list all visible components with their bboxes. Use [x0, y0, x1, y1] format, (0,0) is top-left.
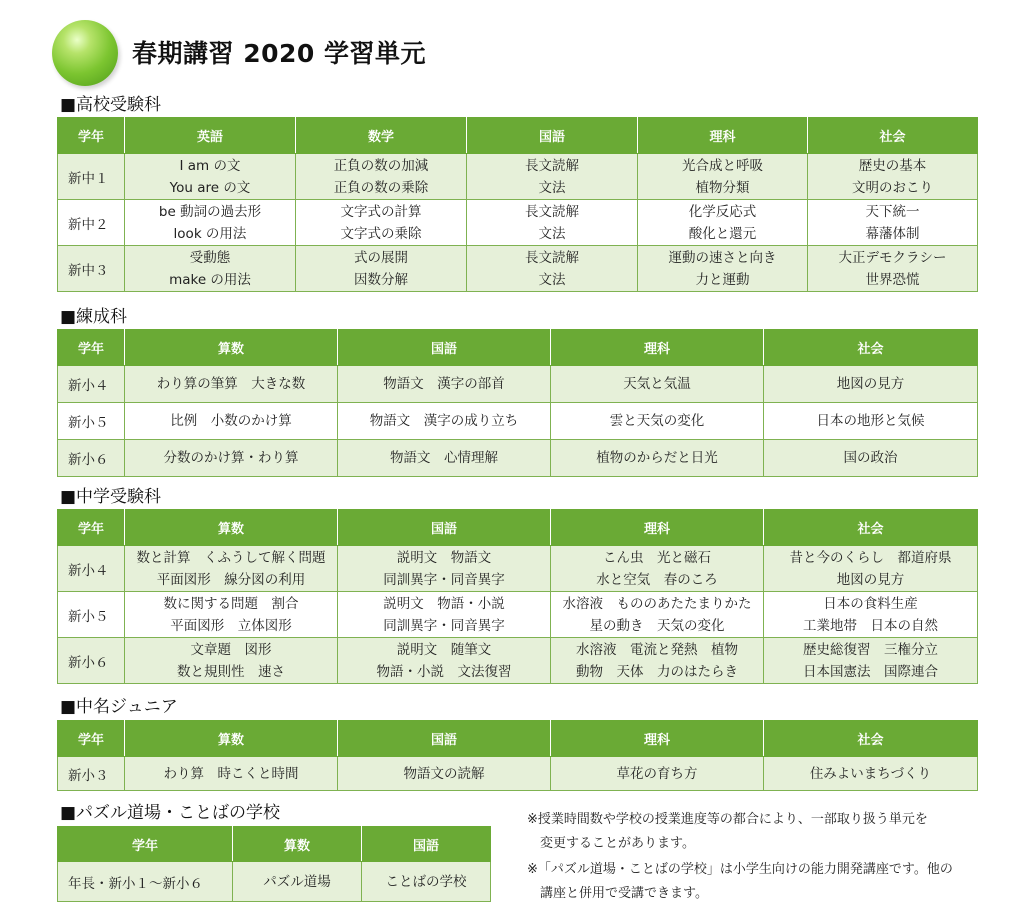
- column-header: 学年: [58, 510, 125, 546]
- grade-cell: 新小５: [58, 403, 125, 440]
- unit-text: 日本の地形と気候: [816, 413, 925, 429]
- column-header: 国語: [338, 510, 551, 546]
- grade-cell: 新中１: [58, 154, 125, 200]
- unit-cell: [125, 638, 338, 684]
- table-row: [58, 757, 978, 791]
- column-header: 学年: [58, 827, 233, 862]
- grade-cell: 年長・新小１～新小６: [58, 862, 233, 902]
- unit-text: 運動の速さと向き: [668, 249, 777, 266]
- column-header: 国語: [467, 118, 638, 154]
- unit-text: 数と計算 くふうして解く問題: [136, 549, 326, 566]
- unit-cell: [551, 638, 764, 684]
- section-heading-chumei: ■中名ジュニア: [60, 697, 178, 717]
- unit-cell: [125, 366, 338, 403]
- unit-cell: [125, 246, 296, 292]
- grade-cell: 新小６: [58, 440, 125, 477]
- unit-text: 日本の食料生産: [823, 595, 918, 612]
- unit-text: 国の政治: [843, 450, 898, 466]
- unit-cell: [125, 200, 296, 246]
- unit-cell: [233, 862, 362, 902]
- table-rensei: [57, 329, 978, 477]
- grade-cell: 新小６: [58, 638, 125, 684]
- column-header: 理科: [551, 510, 764, 546]
- section-heading-chugaku: ■中学受験科: [60, 487, 162, 507]
- unit-text: 長文読解: [525, 249, 579, 266]
- unit-text: 比例 小数のかけ算: [170, 413, 292, 429]
- unit-text: 雲と天気の変化: [609, 413, 705, 429]
- column-header: 英語: [125, 118, 296, 154]
- unit-cell: [764, 546, 978, 592]
- unit-text: 同訓異字・同音異字: [383, 571, 505, 588]
- section-heading-puzzle: ■パズル道場・ことばの学校: [60, 803, 281, 823]
- unit-text: I am の文: [179, 157, 241, 174]
- unit-cell: [764, 757, 978, 791]
- table-row: [58, 862, 491, 902]
- unit-text: 平面図形 立体図形: [170, 617, 292, 634]
- column-header: 学年: [58, 118, 125, 154]
- unit-text: 水溶液 もののあたたまりかた: [562, 595, 752, 612]
- unit-text: 植物のからだと日光: [596, 450, 718, 466]
- table-header-row: [58, 330, 978, 366]
- column-header: 国語: [338, 721, 551, 757]
- unit-cell: [467, 246, 638, 292]
- table-chumei: [57, 720, 978, 791]
- table-chugaku: [57, 509, 978, 684]
- table-row: [58, 440, 978, 477]
- table-header-row: [58, 118, 978, 154]
- unit-text: look の用法: [173, 225, 247, 242]
- column-header: 社会: [764, 721, 978, 757]
- unit-text: 世界恐慌: [865, 271, 920, 288]
- section-heading-rensei: ■練成科: [60, 307, 128, 327]
- column-header: 学年: [58, 330, 125, 366]
- column-header: 理科: [638, 118, 808, 154]
- unit-text: 大正デモクラシー: [838, 249, 947, 266]
- unit-cell: [338, 403, 551, 440]
- unit-text: わり算の筆算 大きな数: [156, 376, 306, 392]
- unit-cell: [764, 366, 978, 403]
- unit-cell: [638, 154, 808, 200]
- unit-cell: [338, 546, 551, 592]
- unit-text: 長文読解: [525, 157, 579, 174]
- table-row: [58, 246, 978, 292]
- unit-text: 同訓異字・同音異字: [383, 617, 505, 634]
- table-header-row: [58, 827, 491, 862]
- unit-text: 文法: [538, 225, 566, 242]
- unit-cell: [638, 200, 808, 246]
- unit-text: 物語文 漢字の成り立ち: [369, 413, 519, 429]
- column-header: 数学: [296, 118, 467, 154]
- unit-text: 数と規則性 速さ: [177, 663, 285, 680]
- unit-cell: [551, 403, 764, 440]
- note-line-3: ※「パズル道場・ことばの学校」は小学生向けの能力開発講座です。他の: [527, 862, 953, 877]
- unit-cell: [764, 440, 978, 477]
- unit-text: 物語・小説 文法復習: [376, 663, 512, 680]
- unit-text: 数に関する問題 割合: [163, 595, 299, 612]
- unit-text: 幕藩体制: [865, 225, 920, 242]
- unit-text: パズル道場: [263, 873, 331, 890]
- table-row: [58, 200, 978, 246]
- column-header: 社会: [764, 330, 978, 366]
- section-heading-koko: ■高校受験科: [60, 95, 162, 115]
- column-header: 算数: [233, 827, 362, 862]
- unit-text: 因数分解: [354, 271, 408, 288]
- unit-text: 動物 天体 力のはたらき: [576, 663, 738, 680]
- unit-text: 文字式の計算: [340, 203, 422, 220]
- unit-text: 正負の数の乗除: [333, 179, 429, 196]
- unit-cell: [296, 200, 467, 246]
- unit-text: こん虫 光と磁石: [603, 549, 711, 566]
- unit-text: 星の動き 天気の変化: [589, 617, 725, 634]
- unit-text: 化学反応式: [688, 203, 757, 220]
- column-header: 国語: [362, 827, 491, 862]
- grade-cell: 新中２: [58, 200, 125, 246]
- unit-text: 物語文の読解: [403, 765, 485, 782]
- unit-text: ことばの学校: [385, 873, 467, 890]
- unit-text: be 動詞の過去形: [158, 203, 262, 220]
- unit-cell: [467, 154, 638, 200]
- table-row: [58, 366, 978, 403]
- unit-text: 文法: [538, 271, 566, 288]
- grade-cell: 新小４: [58, 546, 125, 592]
- column-header: 算数: [125, 721, 338, 757]
- table-row: [58, 638, 978, 684]
- table-header-row: [58, 721, 978, 757]
- unit-text: 酸化と還元: [688, 225, 757, 242]
- unit-text: 物語文 心情理解: [390, 450, 498, 466]
- unit-text: 平面図形 線分図の利用: [156, 571, 306, 588]
- unit-cell: [808, 246, 978, 292]
- unit-cell: [551, 592, 764, 638]
- unit-cell: [125, 154, 296, 200]
- unit-cell: [125, 403, 338, 440]
- column-header: 理科: [551, 721, 764, 757]
- unit-text: 文章題 図形: [190, 641, 272, 658]
- unit-text: わり算 時こくと時間: [163, 765, 299, 782]
- unit-text: You are の文: [169, 179, 251, 196]
- unit-text: 天気と気温: [623, 376, 691, 392]
- unit-cell: [551, 757, 764, 791]
- unit-cell: [764, 638, 978, 684]
- unit-cell: [467, 200, 638, 246]
- table-koko: [57, 117, 978, 292]
- unit-cell: [808, 200, 978, 246]
- unit-cell: [764, 592, 978, 638]
- unit-text: 光合成と呼吸: [682, 157, 763, 174]
- note-line-4: 講座と併用で受講できます。: [527, 886, 708, 901]
- unit-cell: [808, 154, 978, 200]
- unit-text: 受動態: [189, 249, 231, 266]
- unit-text: 天下統一: [865, 203, 920, 220]
- unit-cell: [125, 592, 338, 638]
- unit-text: 式の展開: [354, 249, 408, 266]
- unit-text: 植物分類: [695, 179, 750, 196]
- column-header: 学年: [58, 721, 125, 757]
- grade-cell: 新小４: [58, 366, 125, 403]
- unit-text: 説明文 物語・小説: [383, 595, 505, 612]
- unit-text: 工業地帯 日本の自然: [803, 617, 938, 634]
- column-header: 算数: [125, 510, 338, 546]
- note-line-1: ※授業時間数や学校の授業進度等の都合により、一部取り扱う単元を: [527, 812, 928, 827]
- column-header: 国語: [338, 330, 551, 366]
- unit-cell: [764, 403, 978, 440]
- unit-cell: [638, 246, 808, 292]
- unit-text: 説明文 物語文: [396, 549, 492, 566]
- grade-cell: 新小５: [58, 592, 125, 638]
- unit-cell: [551, 546, 764, 592]
- unit-text: 歴史の基本: [858, 157, 927, 174]
- unit-cell: [362, 862, 491, 902]
- unit-text: 文明のおこり: [852, 179, 933, 196]
- unit-text: 住みよいまちづくり: [809, 765, 932, 782]
- unit-cell: [125, 440, 338, 477]
- unit-text: 分数のかけ算・わり算: [163, 450, 299, 466]
- unit-text: make の用法: [169, 271, 251, 288]
- unit-text: 水と空気 春のころ: [596, 571, 718, 588]
- unit-text: 説明文 随筆文: [396, 641, 492, 658]
- unit-text: 日本国憲法 国際連合: [803, 663, 938, 680]
- unit-text: 物語文 漢字の部首: [383, 376, 505, 392]
- unit-text: 地図の見方: [836, 571, 905, 588]
- column-header: 社会: [808, 118, 978, 154]
- table-row: [58, 592, 978, 638]
- unit-cell: [338, 366, 551, 403]
- grade-cell: 新小３: [58, 757, 125, 791]
- page-title: 春期講習 2020 学習単元: [132, 39, 426, 68]
- unit-cell: [296, 154, 467, 200]
- unit-cell: [338, 757, 551, 791]
- unit-cell: [338, 592, 551, 638]
- unit-cell: [551, 366, 764, 403]
- unit-cell: [551, 440, 764, 477]
- table-puzzle: [57, 826, 491, 902]
- unit-text: 正負の数の加減: [333, 157, 429, 174]
- unit-text: 文法: [538, 179, 566, 196]
- note-line-2: 変更することがあります。: [527, 836, 695, 851]
- unit-cell: [125, 546, 338, 592]
- unit-text: 昔と今のくらし 都道府県: [789, 549, 952, 566]
- unit-cell: [338, 638, 551, 684]
- table-row: [58, 403, 978, 440]
- unit-text: 地図の見方: [836, 376, 905, 392]
- unit-cell: [296, 246, 467, 292]
- table-row: [58, 154, 978, 200]
- title-ball-icon: [52, 20, 118, 86]
- unit-text: 文字式の乗除: [340, 225, 422, 242]
- unit-text: 水溶液 電流と発熱 植物: [576, 641, 738, 658]
- column-header: 算数: [125, 330, 338, 366]
- unit-text: 力と運動: [695, 271, 750, 288]
- unit-text: 草花の育ち方: [616, 765, 698, 782]
- grade-cell: 新中３: [58, 246, 125, 292]
- unit-text: 歴史総復習 三権分立: [803, 641, 938, 658]
- unit-cell: [125, 757, 338, 791]
- table-row: [58, 546, 978, 592]
- unit-cell: [338, 440, 551, 477]
- table-header-row: [58, 510, 978, 546]
- column-header: 社会: [764, 510, 978, 546]
- column-header: 理科: [551, 330, 764, 366]
- unit-text: 長文読解: [525, 203, 579, 220]
